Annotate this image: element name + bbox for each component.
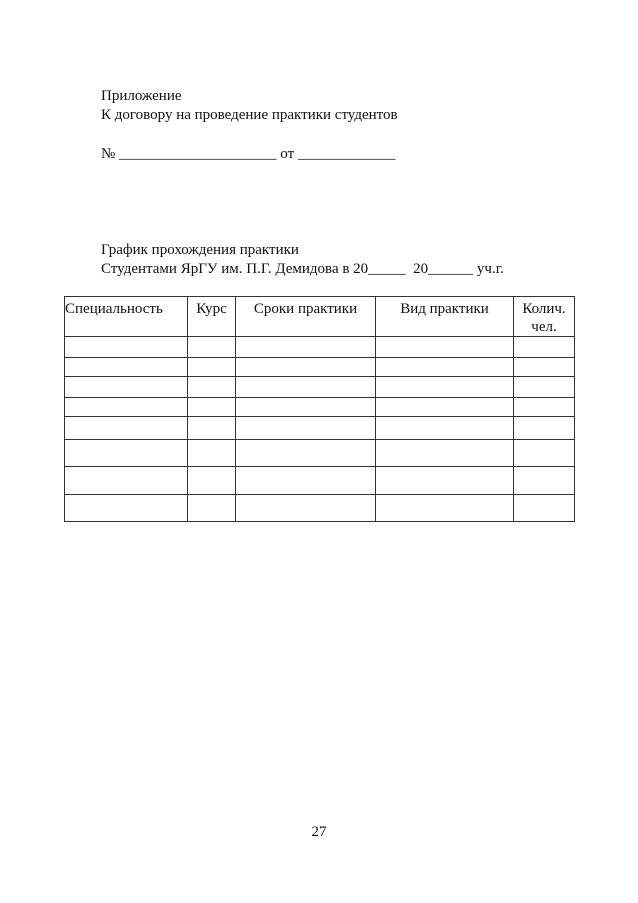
table-cell <box>236 337 376 358</box>
table-cell <box>514 495 575 522</box>
table-cell <box>236 440 376 467</box>
table-cell <box>376 440 514 467</box>
table-cell <box>376 337 514 358</box>
table-cell <box>188 337 236 358</box>
column-header-specialty: Специальность <box>65 297 188 337</box>
table-cell <box>188 398 236 417</box>
table-body <box>65 337 575 522</box>
table-row <box>65 398 575 417</box>
table-cell <box>236 398 376 417</box>
table-cell <box>514 337 575 358</box>
table-row <box>65 495 575 522</box>
table-row <box>65 467 575 495</box>
table-cell <box>376 377 514 398</box>
table-cell <box>514 467 575 495</box>
practice-schedule-table <box>64 296 575 522</box>
table-cell <box>514 358 575 377</box>
schedule-title: График прохождения практики <box>101 242 299 258</box>
contract-reference: К договору на проведение практики студентов <box>101 107 398 123</box>
table-row <box>65 358 575 377</box>
table-cell <box>188 440 236 467</box>
table-cell <box>188 495 236 522</box>
contract-number-line: № _____________________ от _____________ <box>101 146 396 162</box>
table-cell <box>514 398 575 417</box>
table-cell <box>514 440 575 467</box>
table-cell <box>376 467 514 495</box>
table-cell <box>236 358 376 377</box>
table-row <box>65 337 575 358</box>
table-cell <box>376 495 514 522</box>
column-header-count: Колич. чел. <box>514 297 575 337</box>
table-cell <box>236 417 376 440</box>
table-cell <box>65 495 188 522</box>
table-cell <box>188 377 236 398</box>
schedule-subtitle: Студентами ЯрГУ им. П.Г. Демидова в 20_____ 20______ уч.г. <box>101 261 504 277</box>
column-header-course: Курс <box>188 297 236 337</box>
table-header-row <box>65 297 575 337</box>
table-cell <box>188 417 236 440</box>
table-cell <box>188 358 236 377</box>
column-header-practice-type: Вид практики <box>376 297 514 337</box>
page-number: 27 <box>311 824 327 840</box>
table-cell <box>188 467 236 495</box>
table-cell <box>236 495 376 522</box>
table-cell <box>65 377 188 398</box>
table-cell <box>376 398 514 417</box>
table-row <box>65 417 575 440</box>
table-cell <box>65 337 188 358</box>
table-cell <box>376 358 514 377</box>
table-row <box>65 440 575 467</box>
table-cell <box>514 377 575 398</box>
table-cell <box>65 398 188 417</box>
appendix-label: Приложение <box>101 88 182 104</box>
column-header-dates: Сроки практики <box>236 297 376 337</box>
table-cell <box>376 417 514 440</box>
table-cell <box>65 467 188 495</box>
table-cell <box>65 358 188 377</box>
table-cell <box>65 440 188 467</box>
table-cell <box>65 417 188 440</box>
table-cell <box>514 417 575 440</box>
table-row <box>65 377 575 398</box>
table-cell <box>236 377 376 398</box>
table-cell <box>236 467 376 495</box>
